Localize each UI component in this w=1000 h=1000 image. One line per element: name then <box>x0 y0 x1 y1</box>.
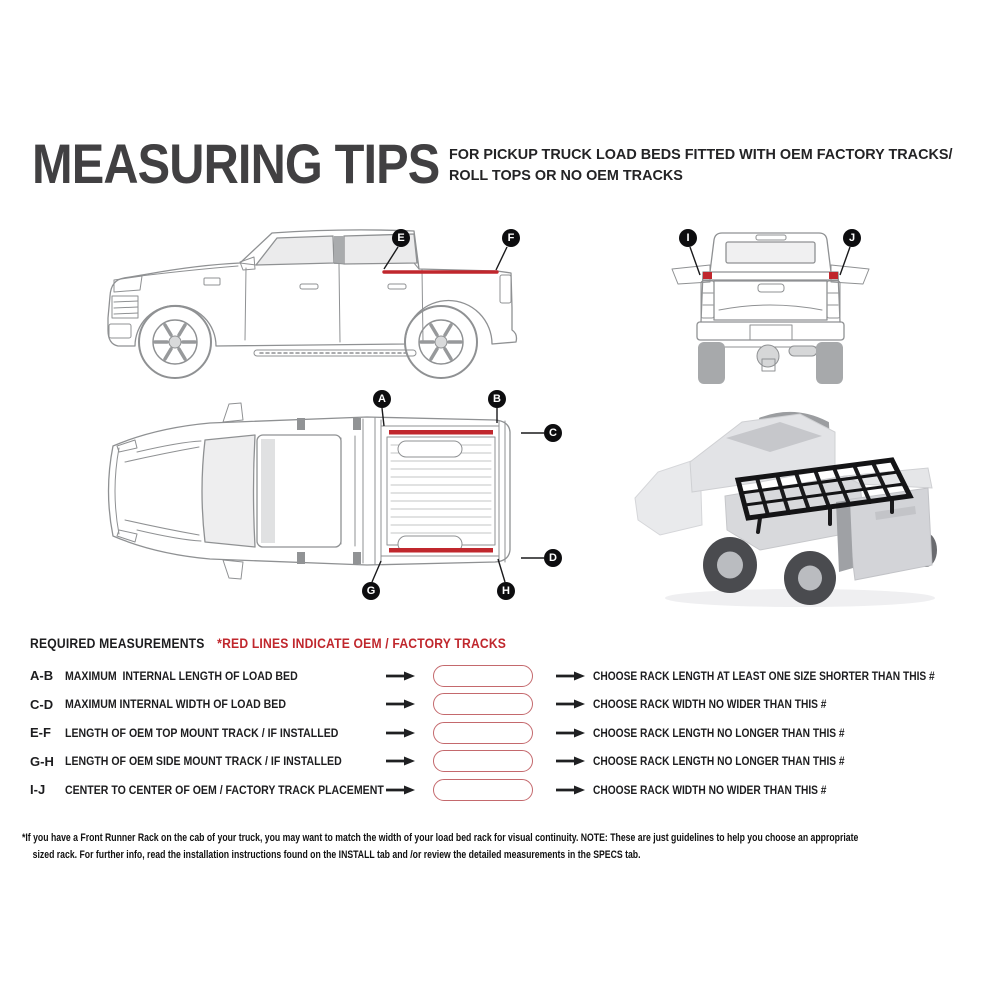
arrow-icon <box>555 785 585 795</box>
measurement-value-box[interactable] <box>433 693 533 715</box>
arrow-icon <box>385 699 415 709</box>
arrow-icon <box>555 756 585 766</box>
subtitle-line-2: ROLL TOPS OR NO OEM TRACKS <box>449 166 683 184</box>
measurement-value-box[interactable] <box>433 665 533 687</box>
marker-g: G <box>362 582 380 600</box>
section-label: REQUIRED MEASUREMENTS <box>30 636 205 651</box>
arrow-icon <box>385 728 415 738</box>
marker-c: C <box>544 424 562 442</box>
measurement-code: I-J <box>30 782 46 797</box>
page-title: MEASURING TIPS <box>32 132 440 195</box>
measurement-row-cd <box>30 693 975 716</box>
marker-b: B <box>488 390 506 408</box>
subtitle-line-1: FOR PICKUP TRUCK LOAD BEDS FITTED WITH OEM FACTORY TRACKS/ <box>449 146 953 163</box>
arrow-icon <box>385 756 415 766</box>
rack-guideline: CHOOSE RACK LENGTH NO LONGER THAN THIS # <box>593 725 845 740</box>
measurement-code: G-H <box>30 753 54 769</box>
measurement-description: LENGTH OF OEM TOP MOUNT TRACK / IF INSTALLED <box>65 725 339 740</box>
measurement-row-gh <box>30 750 975 773</box>
measurement-value-box[interactable] <box>433 750 533 772</box>
rack-guideline: CHOOSE RACK LENGTH AT LEAST ONE SIZE SHORTER THAN THIS # <box>593 668 935 683</box>
measurement-code: A-B <box>30 668 54 683</box>
rack-guideline: CHOOSE RACK WIDTH NO WIDER THAN THIS # <box>593 697 827 711</box>
footnote-line-2: sized rack. For further info, read the installation instructions found on the INSTALL tab and /or review the detailed measurements in the SPECS tab. <box>32 848 641 861</box>
measurement-description: LENGTH OF OEM SIDE MOUNT TRACK / IF INSTALLED <box>65 754 342 768</box>
marker-h: H <box>497 582 515 600</box>
marker-f: F <box>502 229 520 247</box>
arrow-icon <box>385 785 415 795</box>
measurement-description: MAXIMUM INTERNAL WIDTH OF LOAD BED <box>65 697 286 711</box>
measurement-value-box[interactable] <box>433 779 533 801</box>
marker-e: E <box>392 229 410 247</box>
measurement-description: MAXIMUM INTERNAL LENGTH OF LOAD BED <box>65 668 298 683</box>
measurement-code: E-F <box>30 725 51 740</box>
rack-guideline: CHOOSE RACK WIDTH NO WIDER THAN THIS # <box>593 782 827 797</box>
measurement-code: C-D <box>30 696 54 712</box>
arrow-icon <box>555 699 585 709</box>
measurement-row-ij <box>30 778 975 801</box>
measurement-table <box>30 664 975 801</box>
arrow-icon <box>385 671 415 681</box>
marker-a: A <box>373 390 391 408</box>
red-lines-note: *RED LINES INDICATE OEM / FACTORY TRACKS <box>217 636 507 651</box>
arrow-icon <box>555 728 585 738</box>
required-measurements-header <box>30 636 506 651</box>
marker-j: J <box>843 229 861 247</box>
measurement-row-ef <box>30 721 975 744</box>
marker-i: I <box>679 229 697 247</box>
footnote-line-1: *If you have a Front Runner Rack on the cab of your truck, you may want to match the width of your load bed rack for visual continuity. NOTE: These are just guidelines to help you choose an appropriate <box>22 832 859 844</box>
arrow-icon <box>555 671 585 681</box>
marker-d: D <box>544 549 562 567</box>
measurement-description: CENTER TO CENTER OF OEM / FACTORY TRACK PLACEMENT <box>65 782 384 797</box>
rack-guideline: CHOOSE RACK LENGTH NO LONGER THAN THIS # <box>593 754 845 768</box>
footnote <box>22 830 858 863</box>
measurement-row-ab <box>30 664 975 687</box>
measurement-value-box[interactable] <box>433 722 533 744</box>
